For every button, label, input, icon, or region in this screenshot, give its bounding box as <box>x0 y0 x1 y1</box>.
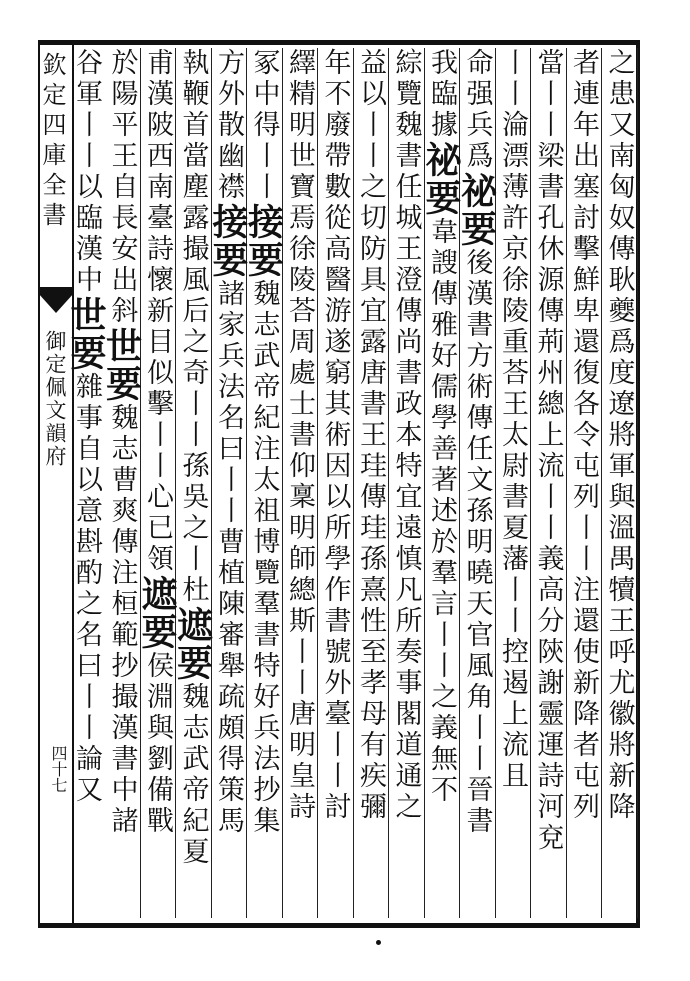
headword: 祕要 <box>420 141 462 217</box>
text-column-2 <box>565 48 602 918</box>
headword: 世要 <box>65 296 107 372</box>
column-text: 侯淵與劉備戰 <box>142 651 173 837</box>
column-text: 綜覽魏書任城王澄傳尚書政本特宜遠慎凡所奏事閣道通之 <box>390 48 422 823</box>
text-column-5 <box>455 48 498 918</box>
column-text: 繹精明世寶焉徐陵荅周處士書仰稟明師總斯丨丨唐明皇詩 <box>284 48 315 823</box>
column-text: 命强兵爲 <box>461 48 493 172</box>
column-text: 甫漢陂西南臺詩懷新目似擊丨丨心已領 <box>142 48 173 575</box>
headword: 祕要 <box>455 172 498 248</box>
column-text: 丨丨淪漂薄許京徐陵重荅王太尉書夏藩丨丨控遏上流且 <box>497 48 528 792</box>
column-text: 者連年出塞討擊鮮卑還復各令屯列丨丨注還使新降者屯列 <box>568 48 599 823</box>
column-text: 方外散幽襟 <box>213 48 244 203</box>
column-text: 益以丨丨之切防具宜露唐書王珪傳珪孫熹性至孝母有疾彌 <box>355 48 386 823</box>
text-column-3 <box>530 48 567 918</box>
column-text: 谷軍丨丨以臨漢中 <box>71 48 102 296</box>
column-text: 雜事自以意斟酌之名曰丨丨論又 <box>71 372 102 806</box>
headword: 遮要 <box>171 606 214 682</box>
column-text: 魏志武帝紀夏 <box>177 682 209 868</box>
text-column-8 <box>352 48 389 918</box>
headword: 世要 <box>100 327 143 403</box>
text-column-12 <box>207 48 249 918</box>
headword: 接要 <box>242 203 285 279</box>
text-column-9 <box>317 48 354 918</box>
text-column-7 <box>388 48 425 918</box>
margin-page-number: 四十七 <box>49 745 68 793</box>
column-text: 年不廢帶數從高醫游遂窮其術因以所學作書號外臺丨丨討 <box>319 48 351 823</box>
column-text: 諸家兵法名曰丨丨曹植陳審舉疏頗得策馬 <box>213 279 244 837</box>
text-column-14 <box>136 48 178 918</box>
text-column-4 <box>494 48 531 918</box>
column-text: 當丨丨梁書孔休源傳荊州總上流丨丨義高分陝謝靈運詩河兗 <box>532 48 564 854</box>
column-text: 後漢書方術傳任文孫明曉天官風角丨丨晉書 <box>461 248 493 837</box>
column-text: 於陽平王自長安出斜 <box>106 48 138 327</box>
column-text: 魏志武帝紀注太祖博覽羣書特好兵法抄集 <box>248 279 280 837</box>
text-column-13 <box>171 48 214 918</box>
column-text: 魏志曹爽傳注桓範抄撮漢書中諸 <box>106 403 138 837</box>
headword: 接要 <box>207 203 249 279</box>
column-text: 冢中得丨丨 <box>248 48 280 203</box>
column-text: 我臨據 <box>426 48 457 141</box>
margin-title: 欽定四庫全書 <box>38 52 66 232</box>
text-column-11 <box>242 48 285 918</box>
text-column-16 <box>65 48 107 918</box>
column-text: 之患又南匈奴傳耿夔爲度遼將軍與溫禺犢王呼尤徽將新降 <box>603 48 635 823</box>
margin-book-name: 御定佩文韻府 <box>43 330 67 468</box>
ink-dot <box>376 940 381 945</box>
column-text: 執鞭首當塵露撮風后之奇丨丨孫吳之丨杜 <box>177 48 209 606</box>
text-column-1 <box>601 48 638 918</box>
column-text: 韋謏傳雅好儒學善著述於羣言丨丨之義無不 <box>426 217 457 806</box>
text-column-10 <box>281 48 318 918</box>
text-column-6 <box>420 48 462 918</box>
text-column-15 <box>100 48 143 918</box>
headword: 遮要 <box>136 575 178 651</box>
